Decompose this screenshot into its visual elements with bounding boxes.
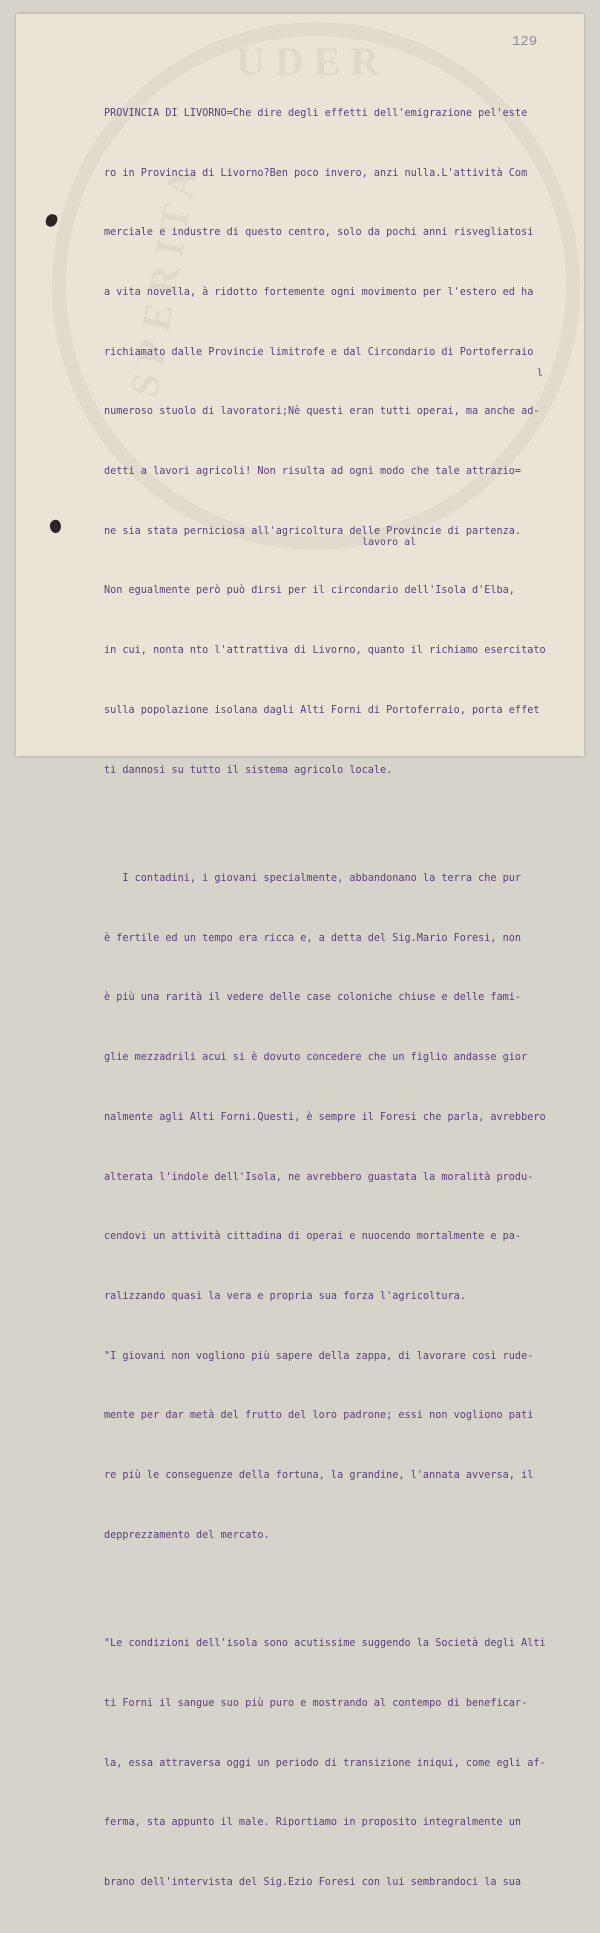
paragraph-gap	[104, 820, 584, 829]
text-line: "I giovani non vogliono più sapere della zappa, di lavorare così rude-	[104, 1350, 534, 1362]
punch-hole-mark	[49, 519, 63, 534]
text-line: a vita novella, à ridotto fortemente ogni movimento per l'estero ed ha	[104, 286, 534, 298]
text-line: I contadini, i giovani specialmente, abbandonano la terra che pur	[104, 873, 522, 885]
text-line: richiamato dalle Provincie limitrofe e dal Circondario di Portoferraio	[104, 346, 534, 358]
text-line: ti dannosi su tutto il sistema agricolo locale.	[104, 764, 393, 776]
text-line: ti Forni il sangue suo più puro e mostrando al contempo di beneficar-	[104, 1698, 528, 1710]
paragraph-gap	[104, 1586, 584, 1595]
handwritten-insertion: lavoro al	[362, 537, 417, 548]
text-line: detti a lavori agricoli! Non risulta ad ogni modo che tale attrazio=	[104, 466, 522, 478]
typed-text-body	[104, 64, 584, 1933]
text-line: in cui, nonta nto l'attrattiva di Livorno, quanto il richiamo esercitato	[104, 645, 546, 657]
text-line: nalmente agli Alti Forni.Questi, è sempre il Foresi che parla, avrebbero	[104, 1111, 546, 1123]
text-line: Non egualmente però può dirsi per il circondario dell'Isola d'Elba,	[104, 585, 515, 597]
text-line: ferma, sta appunto il male. Riportiamo in proposito integralmente un	[104, 1817, 522, 1829]
watermark-stamp-lettering: SPERITA	[121, 155, 208, 400]
text-line: è più una rarità il vedere delle case coloniche chiuse e delle fami-	[104, 992, 522, 1004]
text-line: la, essa attraversa oggi un periodo di transizione iniqui, come egli af-	[104, 1757, 546, 1769]
text-line: re più le conseguenze della fortuna, la grandine, l'annata avversa, il	[104, 1470, 534, 1482]
page-number: 129	[512, 34, 538, 50]
text-line: numeroso stuolo di lavoratori;Nè questi eran tutti operai, ma anche ad-	[104, 406, 540, 418]
text-line: ralizzando quasi la vera e propria sua forza l'agricoltura.	[104, 1290, 466, 1302]
text-line: PROVINCIA DI LIVORNO=Che dire degli effetti dell'emigrazione pel'este	[104, 107, 528, 119]
text-line: è fertile ed un tempo era ricca e, a detta del Sig.Mario Foresi, non	[104, 932, 522, 944]
text-line: brano dell'intervista del Sig.Ezio Foresi con lui sembrandoci la sua	[104, 1877, 522, 1889]
text-line: merciale e industre di questo centro, solo da pochi anni risvegliatosi	[104, 227, 534, 239]
text-line: ro in Provincia di Livorno?Ben poco invero, anzi nulla.L'attività Com	[104, 167, 528, 179]
watermark-stamp-lettering: UDER	[236, 39, 390, 84]
punch-hole-mark	[44, 213, 59, 229]
text-line: alterata l'indole dell'Isola, ne avrebbero guastata la moralità produ-	[104, 1171, 534, 1183]
text-line: mente per dar metà del frutto del loro padrone; essi non vogliono pati	[104, 1410, 534, 1422]
text-line: "Le condizioni dell'isola sono acutissime suggendo la Società degli Alti	[104, 1638, 546, 1650]
text-line: sulla popolazione isolana dagli Alti Forni di Portoferraio, porta effet	[104, 704, 540, 716]
text-line: cendovi un attività cittadina di operai e nuocendo mortalmente e pa-	[104, 1231, 522, 1243]
text-line: depprezzamento del mercato.	[104, 1529, 270, 1541]
handwritten-insertion: l	[537, 368, 544, 379]
text-line: ne sia stata perniciosa all'agricoltura delle Provincie di partenza.	[104, 525, 522, 537]
document-page	[16, 14, 584, 1889]
text-line: glie mezzadrili acui si è dovuto concedere che un figlio andasse gior	[104, 1052, 528, 1064]
